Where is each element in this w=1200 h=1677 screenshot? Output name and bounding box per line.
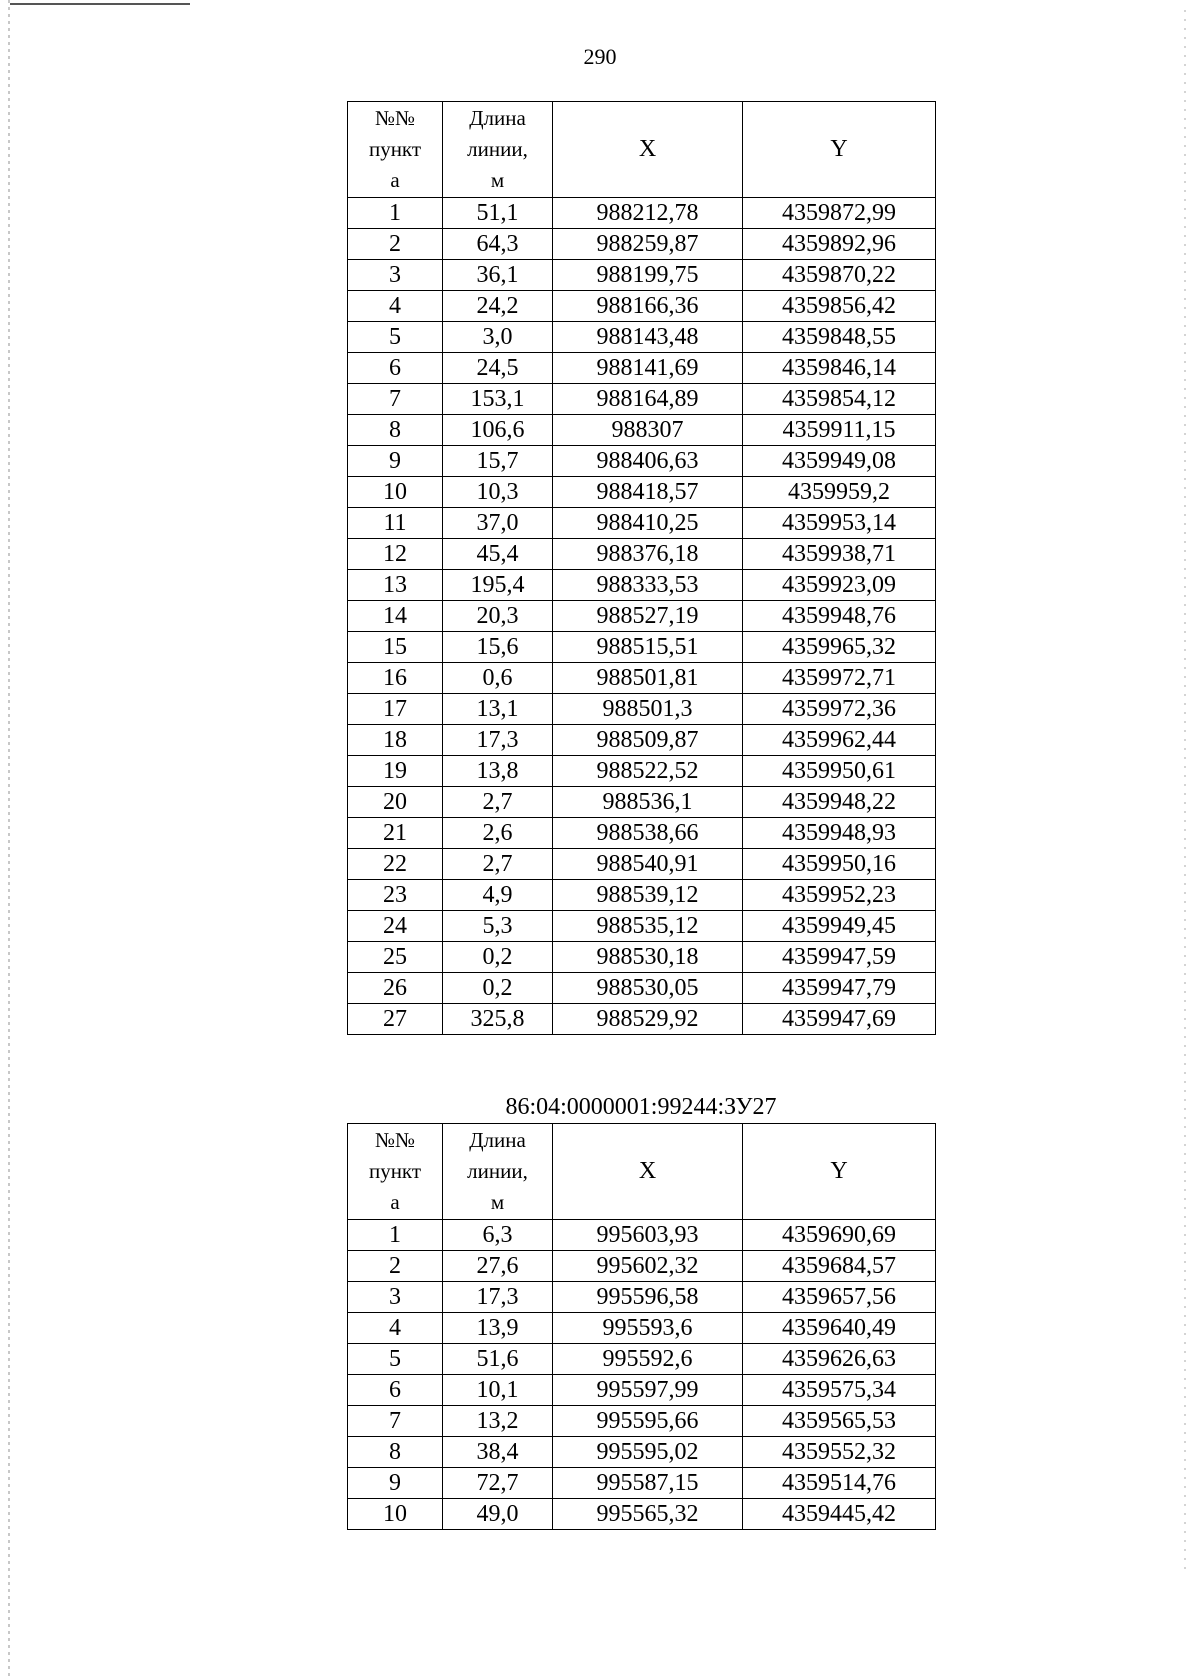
- table-row: [348, 1406, 936, 1437]
- table-row: [348, 229, 936, 260]
- cell-y: 4359972,36: [743, 694, 936, 725]
- table-header-row: [348, 1124, 936, 1220]
- cell-point-number: 14: [348, 601, 443, 632]
- cell-x: 988522,52: [553, 756, 743, 787]
- cell-y: 4359962,44: [743, 725, 936, 756]
- cell-point-number: 9: [348, 1468, 443, 1499]
- cell-x: 995603,93: [553, 1220, 743, 1251]
- cell-y: 4359690,69: [743, 1220, 936, 1251]
- table-row: [348, 1344, 936, 1375]
- cell-line-length: 15,6: [443, 632, 553, 663]
- cell-y: 4359947,59: [743, 942, 936, 973]
- cell-line-length: 153,1: [443, 384, 553, 415]
- cell-x: 988199,75: [553, 260, 743, 291]
- cell-x: 988536,1: [553, 787, 743, 818]
- cell-x: 988501,3: [553, 694, 743, 725]
- cell-point-number: 6: [348, 353, 443, 384]
- cell-x: 988529,92: [553, 1004, 743, 1035]
- cell-x: 988406,63: [553, 446, 743, 477]
- cell-y: 4359950,16: [743, 849, 936, 880]
- cell-y: 4359938,71: [743, 539, 936, 570]
- cell-x: 995596,58: [553, 1282, 743, 1313]
- table-row: [348, 446, 936, 477]
- table-row: [348, 353, 936, 384]
- cell-y: 4359640,49: [743, 1313, 936, 1344]
- cell-point-number: 13: [348, 570, 443, 601]
- cell-line-length: 0,2: [443, 973, 553, 1004]
- cell-y: 4359950,61: [743, 756, 936, 787]
- cell-x: 988333,53: [553, 570, 743, 601]
- cell-x: 988509,87: [553, 725, 743, 756]
- cell-y: 4359965,32: [743, 632, 936, 663]
- cell-x: 995602,32: [553, 1251, 743, 1282]
- cell-line-length: 10,1: [443, 1375, 553, 1406]
- cell-x: 988166,36: [553, 291, 743, 322]
- table-row: [348, 570, 936, 601]
- cell-y: 4359949,45: [743, 911, 936, 942]
- cell-x: 988540,91: [553, 849, 743, 880]
- cell-point-number: 5: [348, 1344, 443, 1375]
- page-number: 290: [583, 44, 617, 69]
- cell-x: 988418,57: [553, 477, 743, 508]
- cell-y: 4359952,23: [743, 880, 936, 911]
- cell-x: 988501,81: [553, 663, 743, 694]
- cell-point-number: 3: [348, 1282, 443, 1313]
- cell-x: 988410,25: [553, 508, 743, 539]
- cell-line-length: 106,6: [443, 415, 553, 446]
- cell-x: 988538,66: [553, 818, 743, 849]
- table-row: [348, 415, 936, 446]
- table-row: [348, 880, 936, 911]
- cell-y: 4359684,57: [743, 1251, 936, 1282]
- cell-x: 988212,78: [553, 198, 743, 229]
- cell-line-length: 195,4: [443, 570, 553, 601]
- cell-line-length: 15,7: [443, 446, 553, 477]
- cell-x: 995595,66: [553, 1406, 743, 1437]
- cell-point-number: 2: [348, 1251, 443, 1282]
- table-row: [348, 849, 936, 880]
- cell-line-length: 51,1: [443, 198, 553, 229]
- cell-y: 4359948,93: [743, 818, 936, 849]
- cell-line-length: 0,2: [443, 942, 553, 973]
- cell-point-number: 22: [348, 849, 443, 880]
- cell-line-length: 13,9: [443, 1313, 553, 1344]
- cell-point-number: 2: [348, 229, 443, 260]
- cell-line-length: 24,5: [443, 353, 553, 384]
- cell-point-number: 8: [348, 1437, 443, 1468]
- cell-point-number: 21: [348, 818, 443, 849]
- cell-x: 988259,87: [553, 229, 743, 260]
- cell-x: 995593,6: [553, 1313, 743, 1344]
- cell-x: 988141,69: [553, 353, 743, 384]
- cell-y: 4359947,69: [743, 1004, 936, 1035]
- table-row: [348, 1468, 936, 1499]
- table-row: [348, 1251, 936, 1282]
- cell-x: 988164,89: [553, 384, 743, 415]
- cell-line-length: 51,6: [443, 1344, 553, 1375]
- cell-y: 4359872,99: [743, 198, 936, 229]
- coordinates-table: [347, 101, 936, 1035]
- cell-y: 4359514,76: [743, 1468, 936, 1499]
- table-row: [348, 291, 936, 322]
- cell-y: 4359552,32: [743, 1437, 936, 1468]
- cell-line-length: 3,0: [443, 322, 553, 353]
- cell-y: 4359959,2: [743, 477, 936, 508]
- table-header-row: [348, 102, 936, 198]
- cell-x: 988515,51: [553, 632, 743, 663]
- cell-point-number: 20: [348, 787, 443, 818]
- cell-y: 4359911,15: [743, 415, 936, 446]
- cell-point-number: 7: [348, 384, 443, 415]
- cell-line-length: 13,8: [443, 756, 553, 787]
- cell-line-length: 2,7: [443, 787, 553, 818]
- table-row: [348, 1375, 936, 1406]
- table-row: [348, 1004, 936, 1035]
- header-x: X: [553, 102, 743, 198]
- cell-line-length: 2,7: [443, 849, 553, 880]
- table-row: [348, 973, 936, 1004]
- cell-x: 988527,19: [553, 601, 743, 632]
- header-point-number: №№ пункт а: [348, 102, 443, 198]
- cell-y: 4359949,08: [743, 446, 936, 477]
- cell-x: 988307: [553, 415, 743, 446]
- cell-line-length: 27,6: [443, 1251, 553, 1282]
- table-row: [348, 1313, 936, 1344]
- cell-line-length: 37,0: [443, 508, 553, 539]
- table-row: [348, 725, 936, 756]
- scan-edge-artifact: [10, 3, 190, 5]
- table-row: [348, 818, 936, 849]
- cell-line-length: 45,4: [443, 539, 553, 570]
- cell-x: 988143,48: [553, 322, 743, 353]
- table-row: [348, 1282, 936, 1313]
- cell-y: 4359870,22: [743, 260, 936, 291]
- table-row: [348, 694, 936, 725]
- cell-point-number: 7: [348, 1406, 443, 1437]
- table-row: [348, 508, 936, 539]
- header-line-length: Длина линии, м: [443, 102, 553, 198]
- table-row: [348, 1499, 936, 1530]
- cell-x: 995595,02: [553, 1437, 743, 1468]
- cell-y: 4359948,22: [743, 787, 936, 818]
- cell-line-length: 24,2: [443, 291, 553, 322]
- cell-line-length: 0,6: [443, 663, 553, 694]
- scan-edge-artifact: [8, 0, 10, 1677]
- cell-line-length: 38,4: [443, 1437, 553, 1468]
- header-x: X: [553, 1124, 743, 1220]
- cell-point-number: 25: [348, 942, 443, 973]
- table-row: [348, 911, 936, 942]
- cell-y: 4359575,34: [743, 1375, 936, 1406]
- cell-y: 4359856,42: [743, 291, 936, 322]
- cell-line-length: 325,8: [443, 1004, 553, 1035]
- cell-point-number: 26: [348, 973, 443, 1004]
- cell-y: 4359947,79: [743, 973, 936, 1004]
- cell-point-number: 4: [348, 291, 443, 322]
- cell-line-length: 10,3: [443, 477, 553, 508]
- cell-point-number: 24: [348, 911, 443, 942]
- table-row: [348, 198, 936, 229]
- cell-point-number: 19: [348, 756, 443, 787]
- cell-point-number: 17: [348, 694, 443, 725]
- cell-y: 4359565,53: [743, 1406, 936, 1437]
- table-row: [348, 663, 936, 694]
- cell-x: 988530,18: [553, 942, 743, 973]
- cell-y: 4359892,96: [743, 229, 936, 260]
- cell-line-length: 20,3: [443, 601, 553, 632]
- cell-point-number: 18: [348, 725, 443, 756]
- header-y: Y: [743, 1124, 936, 1220]
- cell-y: 4359854,12: [743, 384, 936, 415]
- cell-point-number: 1: [348, 198, 443, 229]
- table-row: [348, 1220, 936, 1251]
- cell-point-number: 5: [348, 322, 443, 353]
- table-row: [348, 942, 936, 973]
- cell-point-number: 1: [348, 1220, 443, 1251]
- cell-point-number: 3: [348, 260, 443, 291]
- cell-point-number: 9: [348, 446, 443, 477]
- table-row: [348, 601, 936, 632]
- header-point-number: №№ пункт а: [348, 1124, 443, 1220]
- cell-y: 4359445,42: [743, 1499, 936, 1530]
- cell-point-number: 27: [348, 1004, 443, 1035]
- cell-point-number: 10: [348, 477, 443, 508]
- cell-point-number: 16: [348, 663, 443, 694]
- cell-y: 4359972,71: [743, 663, 936, 694]
- cell-y: 4359848,55: [743, 322, 936, 353]
- table-row: [348, 1437, 936, 1468]
- cell-x: 995565,32: [553, 1499, 743, 1530]
- cell-x: 995592,6: [553, 1344, 743, 1375]
- cell-line-length: 64,3: [443, 229, 553, 260]
- cell-y: 4359948,76: [743, 601, 936, 632]
- cell-point-number: 11: [348, 508, 443, 539]
- table-row: [348, 260, 936, 291]
- table-row: [348, 384, 936, 415]
- cell-y: 4359846,14: [743, 353, 936, 384]
- cell-y: 4359657,56: [743, 1282, 936, 1313]
- cell-x: 995587,15: [553, 1468, 743, 1499]
- table-row: [348, 477, 936, 508]
- scan-edge-artifact: [1184, 10, 1186, 1570]
- cell-point-number: 15: [348, 632, 443, 663]
- cell-x: 988535,12: [553, 911, 743, 942]
- table-row: [348, 632, 936, 663]
- cell-line-length: 49,0: [443, 1499, 553, 1530]
- header-y: Y: [743, 102, 936, 198]
- cell-line-length: 17,3: [443, 725, 553, 756]
- cell-line-length: 72,7: [443, 1468, 553, 1499]
- cell-x: 988530,05: [553, 973, 743, 1004]
- cadastral-plot-label: 86:04:0000001:99244:ЗУ27: [505, 1094, 777, 1120]
- cell-point-number: 12: [348, 539, 443, 570]
- cell-y: 4359953,14: [743, 508, 936, 539]
- cell-line-length: 36,1: [443, 260, 553, 291]
- table-row: [348, 539, 936, 570]
- cell-line-length: 5,3: [443, 911, 553, 942]
- header-line-length: Длина линии, м: [443, 1124, 553, 1220]
- cell-x: 995597,99: [553, 1375, 743, 1406]
- cell-line-length: 13,2: [443, 1406, 553, 1437]
- coordinates-table: [347, 1123, 936, 1530]
- cell-line-length: 17,3: [443, 1282, 553, 1313]
- cell-point-number: 6: [348, 1375, 443, 1406]
- cell-y: 4359923,09: [743, 570, 936, 601]
- cell-line-length: 4,9: [443, 880, 553, 911]
- table-row: [348, 787, 936, 818]
- cell-point-number: 8: [348, 415, 443, 446]
- cell-y: 4359626,63: [743, 1344, 936, 1375]
- cell-point-number: 23: [348, 880, 443, 911]
- cell-point-number: 4: [348, 1313, 443, 1344]
- table-row: [348, 322, 936, 353]
- table-row: [348, 756, 936, 787]
- cell-point-number: 10: [348, 1499, 443, 1530]
- cell-line-length: 2,6: [443, 818, 553, 849]
- cell-line-length: 6,3: [443, 1220, 553, 1251]
- cell-x: 988376,18: [553, 539, 743, 570]
- cell-line-length: 13,1: [443, 694, 553, 725]
- cell-x: 988539,12: [553, 880, 743, 911]
